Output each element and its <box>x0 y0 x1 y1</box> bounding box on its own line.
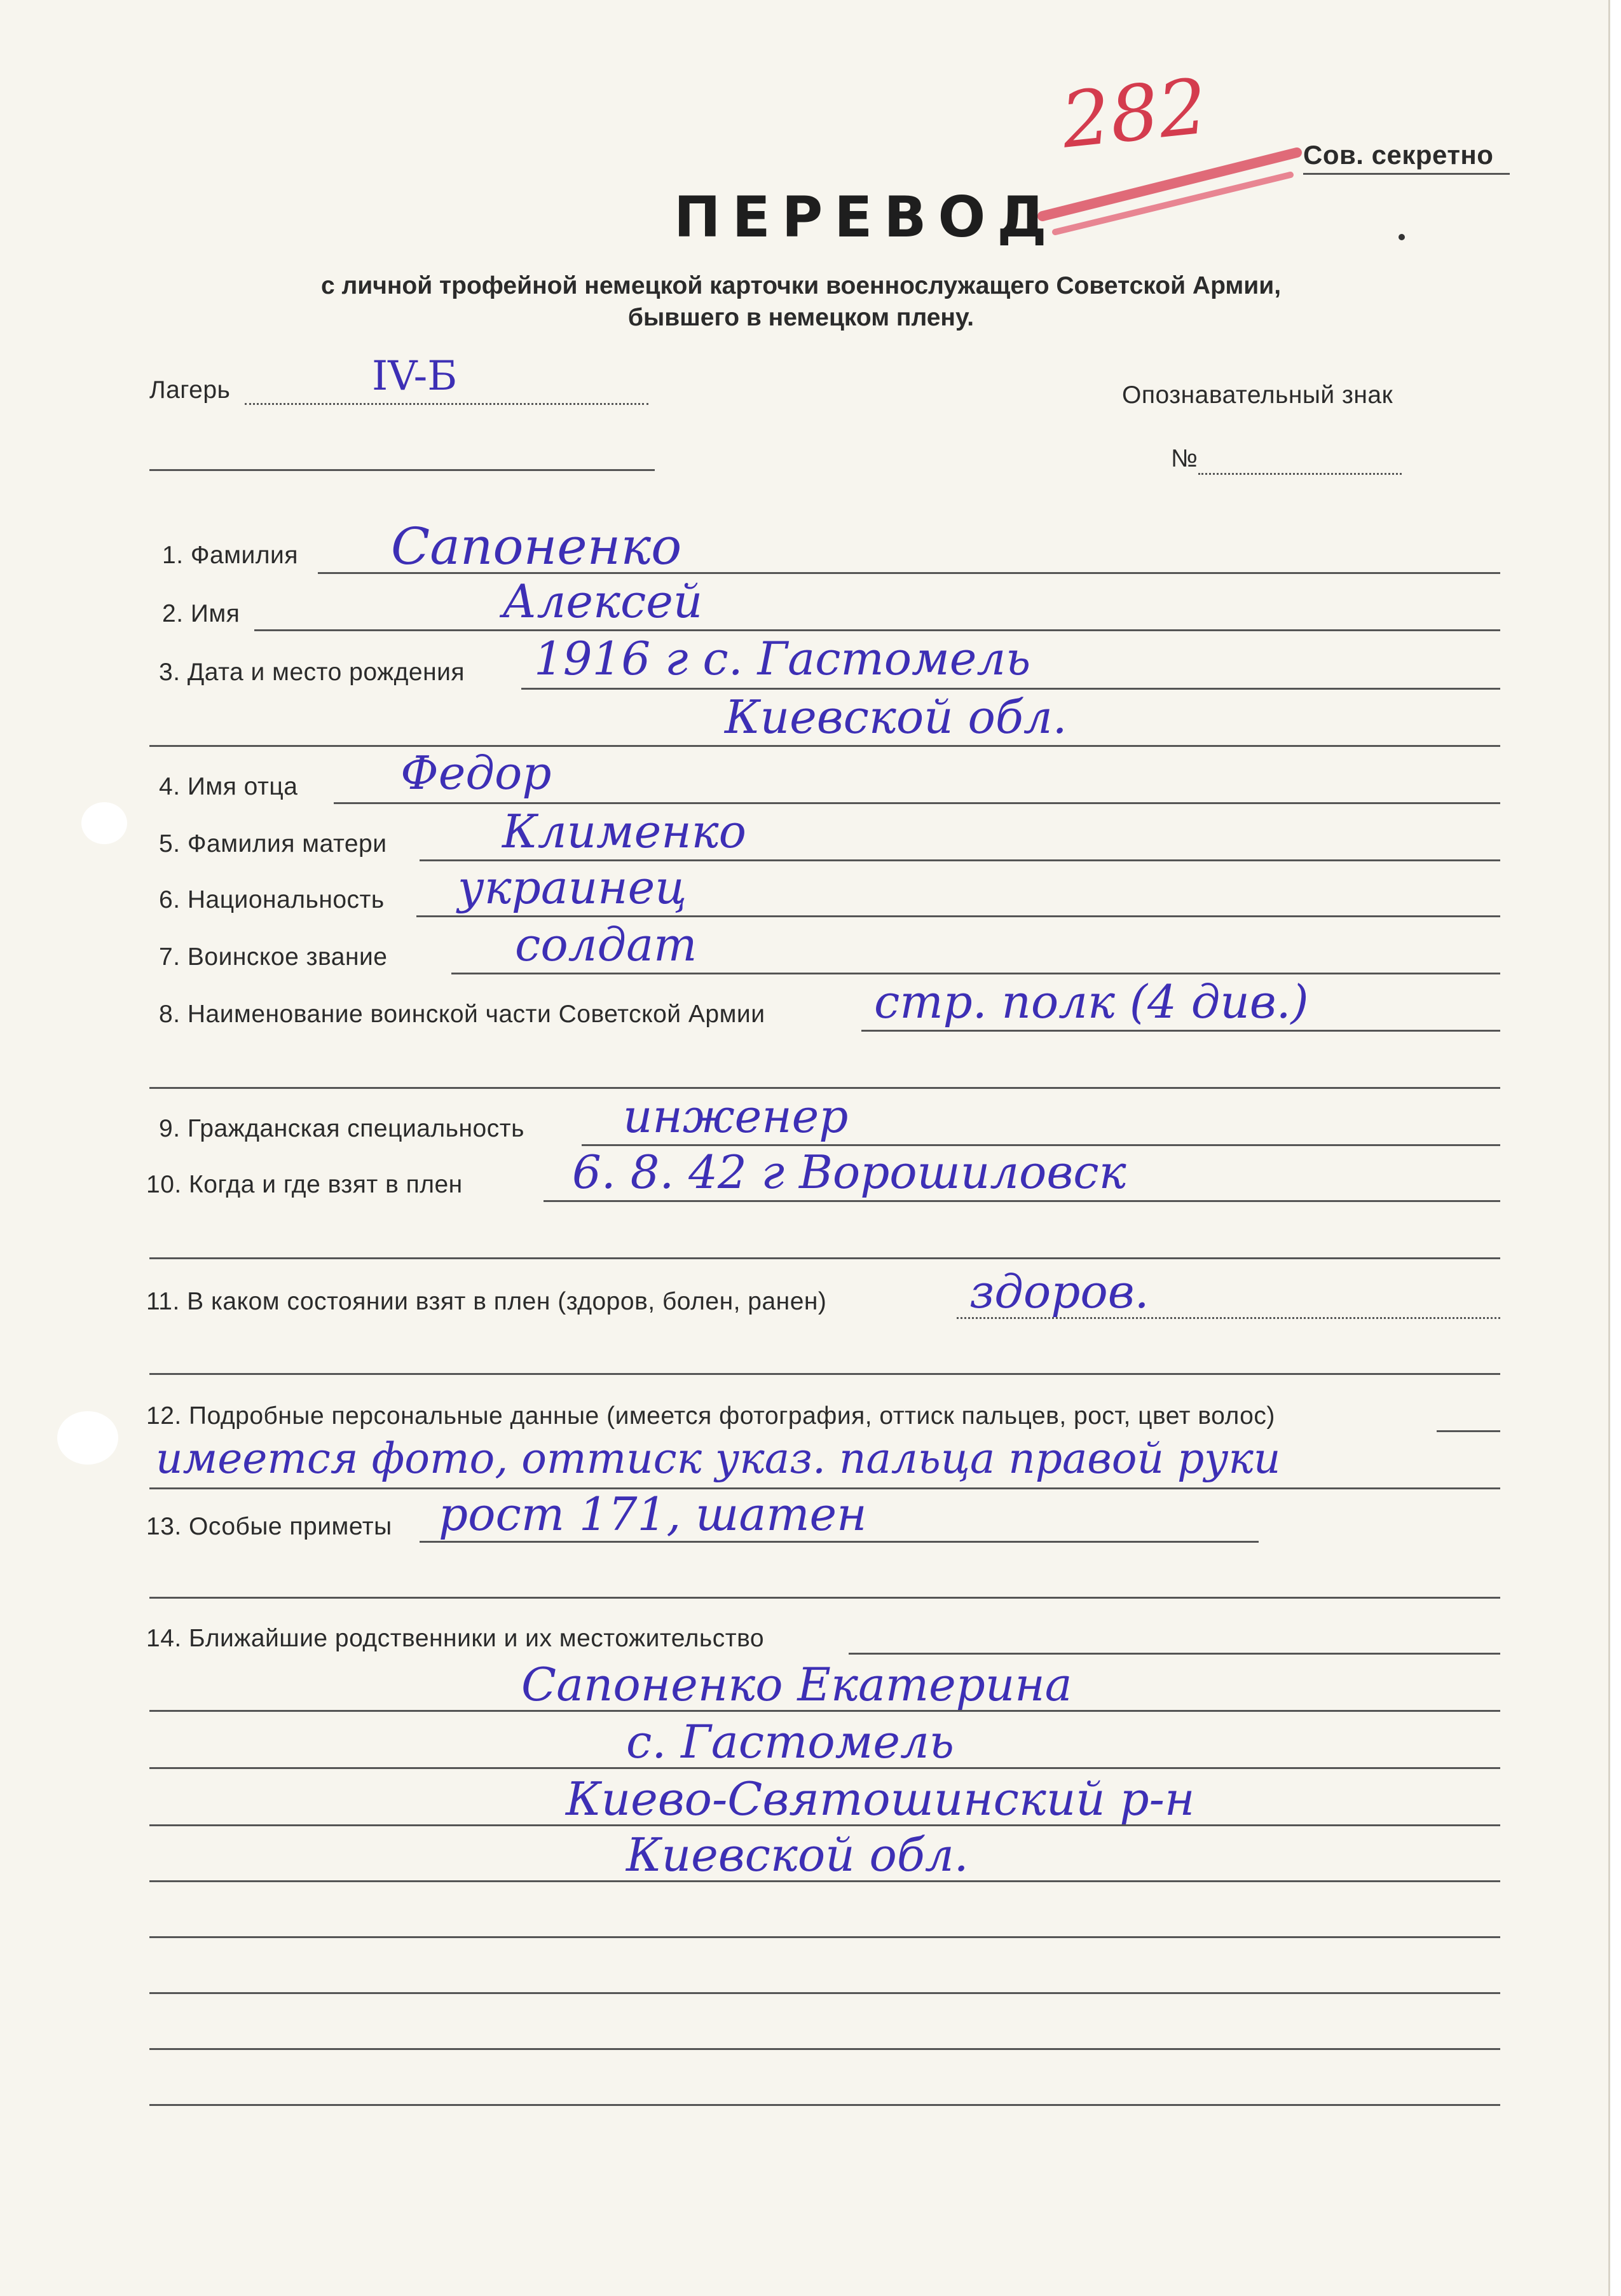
subtitle-line-2: бывшего в немецком плену. <box>627 304 975 331</box>
field-13-value: рост 171, шатен <box>439 1487 867 1541</box>
field-10-value: 6. 8. 42 г Ворошиловск <box>572 1145 1126 1199</box>
blank-line-2 <box>149 1992 1500 1994</box>
field-7-value: солдат <box>515 918 697 971</box>
field-14-value-line-2: с. Гастомель <box>626 1715 954 1768</box>
field-4-value: Федор <box>400 746 552 800</box>
camp-value: IV-Б <box>372 353 458 400</box>
field-9-value: инженер <box>623 1090 849 1143</box>
field-7-line <box>451 973 1500 974</box>
page-edge <box>1608 0 1621 2296</box>
classification-label: Сов. секретно <box>1303 140 1494 170</box>
field-5-label: 5. Фамилия матери <box>159 830 387 858</box>
field-8-line-2 <box>149 1087 1500 1089</box>
blank-line-3 <box>149 2048 1500 2050</box>
field-6-line <box>416 915 1500 917</box>
field-2-line <box>254 629 1500 631</box>
camp-line <box>245 403 648 405</box>
field-12-value: имеется фото, оттиск указ. пальца правой руки <box>156 1434 1281 1483</box>
punch-hole-top <box>81 802 127 844</box>
field-14-value-line-3: Киево-Святошинский р-н <box>566 1772 1195 1826</box>
blank-line-1 <box>149 1936 1500 1938</box>
field-9-label: 9. Гражданская специальность <box>159 1115 524 1142</box>
subtitle-line-1: с личной трофейной немецкой карточки военнослужащего Советской Армии, <box>320 272 1282 299</box>
field-11-value: здоров. <box>969 1265 1149 1318</box>
blank-line-4 <box>149 2104 1500 2106</box>
number-label: № <box>1171 445 1198 472</box>
field-2-label: 2. Имя <box>162 600 240 627</box>
ink-dot <box>1399 234 1405 240</box>
field-2-value: Алексей <box>502 575 703 628</box>
field-14-value-line-1: Сапоненко Екатерина <box>521 1658 1072 1711</box>
stamp-strike-marks <box>1030 140 1303 235</box>
field-14-label: 14. Ближайшие родственники и их местожительство <box>146 1625 765 1652</box>
field-8-line <box>861 1030 1500 1032</box>
field-3-value-line-1: 1916 г с. Гастомель <box>534 632 1031 685</box>
field-1-label: 1. Фамилия <box>162 542 298 569</box>
field-6-label: 6. Национальность <box>159 886 385 913</box>
page-title: ПЕРЕВОД <box>674 184 1058 250</box>
field-8-label: 8. Наименование воинской части Советской Армии <box>159 1001 765 1028</box>
field-6-value: украинец <box>458 861 687 914</box>
field-3-label: 3. Дата и место рождения <box>159 659 465 686</box>
field-12-line <box>1437 1430 1500 1432</box>
archive-number-stamp: 282 <box>1057 62 1212 166</box>
field-1-value: Сапоненко <box>391 517 682 576</box>
field-7-label: 7. Воинское звание <box>159 943 388 971</box>
field-13-line <box>420 1541 1259 1543</box>
field-10-line <box>544 1200 1500 1202</box>
ident-label: Опознавательный знак <box>1122 381 1393 409</box>
field-11-line-2 <box>149 1373 1500 1375</box>
field-3-line-2 <box>149 745 1500 747</box>
field-4-line <box>334 802 1500 804</box>
field-3-value-line-2: Киевской обл. <box>725 690 1067 744</box>
field-13-label: 13. Особые приметы <box>146 1513 392 1540</box>
classification-underline <box>1303 173 1510 175</box>
field-8-value: стр. полк (4 див.) <box>874 975 1309 1028</box>
field-11-label: 11. В каком состоянии взят в плен (здоров, болен, ранен) <box>146 1288 827 1315</box>
field-14-value-line-4: Киевской обл. <box>626 1828 969 1882</box>
number-line <box>1198 473 1402 475</box>
field-4-label: 4. Имя отца <box>159 773 298 800</box>
field-14-line <box>849 1653 1500 1655</box>
field-12-label: 12. Подробные персональные данные (имеется фотография, оттиск пальцев, рост, цвет волос) <box>146 1402 1275 1430</box>
field-13-line-2 <box>149 1597 1500 1599</box>
field-5-value: Клименко <box>502 805 747 858</box>
field-10-line-2 <box>149 1257 1500 1259</box>
camp-line-2 <box>149 469 655 471</box>
punch-hole-bottom <box>57 1411 118 1465</box>
camp-label: Лагерь <box>149 376 231 404</box>
field-10-label: 10. Когда и где взят в плен <box>146 1171 463 1198</box>
field-3-line <box>521 688 1500 690</box>
